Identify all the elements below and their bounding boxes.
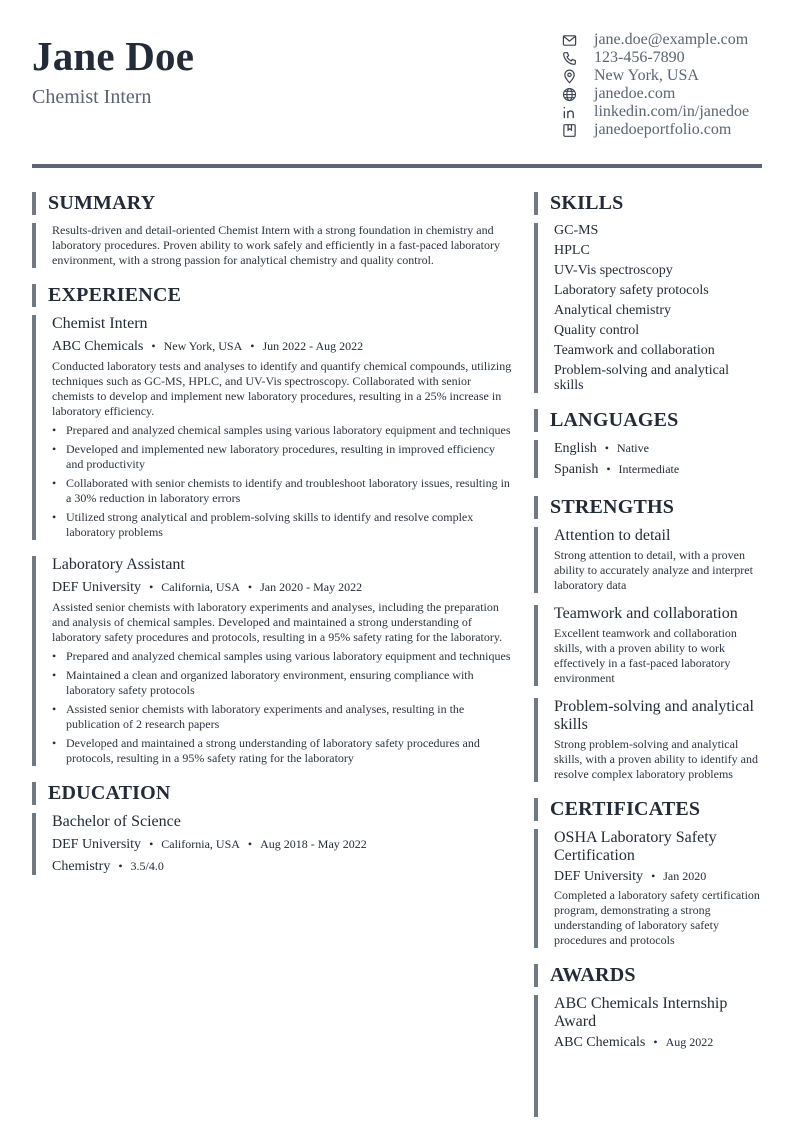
contact-location-text: New York, USA [594, 67, 699, 84]
resume-header [32, 30, 762, 140]
phone-icon [562, 49, 594, 67]
separator: • [247, 837, 253, 851]
field-of-study: Chemistry [52, 859, 111, 874]
section-heading-education: EDUCATION [32, 782, 512, 805]
language-name: Spanish [554, 462, 599, 477]
job-description: Assisted senior chemists with laboratory experiments and analyses, including the preparation and analysis of chemical samples. Developed and maintained a strong understanding of laboratory safety procedures and protocols, resulting in a 95% safety rating for the laboratory. [52, 600, 503, 644]
separator: • [118, 859, 123, 873]
certificates-section [534, 798, 762, 948]
awards-section [534, 964, 762, 1117]
certificate-title: OSHA Laboratory Safety Certification [554, 829, 717, 864]
award-issuer: ABC Chemicals [554, 1035, 646, 1050]
strength-title: Teamwork and collaboration [554, 605, 738, 622]
strength-item [534, 527, 762, 593]
award-meta [554, 1034, 762, 1051]
job-title: Chemist Intern [52, 315, 148, 332]
separator: • [651, 869, 656, 883]
strength-item [534, 698, 762, 782]
candidate-name: Jane Doe [32, 33, 195, 79]
separator: • [250, 339, 255, 353]
job-bullets [52, 423, 512, 540]
strength-description: Strong attention to detail, with a proven ability to accurately analyze and interpret laboratory data [554, 548, 753, 592]
strength-title: Problem-solving and analytical skills [554, 698, 754, 733]
job-org: ABC Chemicals [52, 339, 144, 354]
list-item: • Collaborated with senior chemists to identify and troubleshoot laboratory issues, resulting in a 30% reduction in laboratory errors [52, 476, 512, 506]
experience-item [32, 315, 512, 540]
skill-item: Problem-solving and analytical skills [554, 363, 729, 393]
list-item: • Prepared and analyzed chemical samples using various laboratory equipment and techniques [52, 649, 512, 664]
envelope-icon [562, 31, 594, 49]
language-item [554, 440, 762, 457]
job-location: New York, USA [163, 339, 243, 353]
section-heading-summary: SUMMARY [32, 192, 512, 215]
skill-item: Teamwork and collaboration [554, 343, 715, 358]
job-dates: Jan 2020 - May 2022 [260, 580, 363, 594]
globe-icon [562, 85, 594, 103]
location-pin-icon [562, 67, 594, 85]
section-heading-certificates: CERTIFICATES [534, 798, 762, 821]
contact-phone[interactable] [562, 49, 762, 67]
contact-phone-text: 123-456-7890 [594, 49, 685, 66]
strength-description: Excellent teamwork and collaboration skills, with a proven ability to work effectively in a fast-paced laboratory environment [554, 626, 737, 685]
job-location: California, USA [161, 580, 240, 594]
certificate-meta [554, 868, 762, 885]
skill-item: HPLC [554, 243, 590, 258]
education-section [32, 782, 512, 875]
certificate-date: Jan 2020 [663, 869, 707, 883]
school-location: California, USA [161, 837, 240, 851]
contact-website[interactable] [562, 85, 762, 103]
separator: • [149, 837, 154, 851]
experience-item [32, 556, 512, 766]
contact-email[interactable] [562, 31, 762, 49]
skills-section [534, 192, 762, 393]
education-field [52, 858, 512, 875]
language-level: Intermediate [618, 462, 680, 476]
skill-item: Quality control [554, 323, 640, 338]
skill-item: UV-Vis spectroscopy [554, 263, 673, 278]
job-meta [52, 338, 512, 355]
education-meta [52, 836, 512, 853]
list-item: • Developed and maintained a strong understanding of laboratory safety procedures and protocols, resulting in a 95% safety rating for the laboratory [52, 736, 512, 766]
summary-section [32, 192, 512, 268]
section-heading-skills: SKILLS [534, 192, 762, 215]
degree-title: Bachelor of Science [52, 813, 181, 830]
award-title: ABC Chemicals Internship Award [554, 995, 728, 1030]
skill-item: GC-MS [554, 223, 599, 238]
skill-item: Laboratory safety protocols [554, 283, 709, 298]
header-divider [32, 164, 762, 168]
job-description: Conducted laboratory tests and analyses to identify and quantify chemical compounds, utilizing techniques such as GC-MS, HPLC, and UV-Vis spectroscopy. Collaborated with senior chemists to develop and implement new laboratory procedures, resulting in a 25% increase in laboratory efficiency. [52, 359, 512, 418]
strengths-section [534, 496, 762, 782]
job-meta [52, 579, 512, 596]
school-name: DEF University [52, 837, 142, 852]
list-item: • Utilized strong analytical and problem-solving skills to identify and resolve complex laboratory problems [52, 510, 512, 540]
separator: • [151, 339, 156, 353]
candidate-title: Chemist Intern [32, 86, 152, 108]
list-item: • Assisted senior chemists with laboratory experiments and analyses, resulting in the publication of 2 research papers [52, 702, 512, 732]
separator: • [653, 1035, 658, 1049]
job-org: DEF University [52, 580, 142, 595]
strength-title: Attention to detail [554, 527, 671, 544]
portfolio-icon [562, 121, 594, 139]
contact-website-text: janedoe.com [594, 85, 676, 102]
list-item: • Maintained a clean and organized laboratory environment, ensuring compliance with laboratory safety protocols [52, 668, 512, 698]
sidebar-column [534, 192, 762, 1117]
job-dates: Jun 2022 - Aug 2022 [262, 339, 364, 353]
section-heading-strengths: STRENGTHS [534, 496, 762, 519]
job-bullets [52, 649, 512, 766]
list-item: • Developed and implemented new laboratory procedures, resulting in improved efficiency and productivity [52, 442, 512, 472]
experience-section [32, 284, 512, 766]
languages-section [534, 409, 762, 478]
list-item: • Prepared and analyzed chemical samples using various laboratory equipment and techniques [52, 423, 512, 438]
skill-item: Analytical chemistry [554, 303, 672, 318]
separator: • [247, 580, 253, 594]
language-level: Native [616, 441, 649, 455]
linkedin-icon [562, 103, 594, 121]
contact-list [562, 31, 762, 139]
contact-portfolio-text: janedoeportfolio.com [594, 121, 732, 138]
contact-location [562, 67, 762, 85]
language-item [554, 461, 762, 478]
main-column [32, 192, 512, 875]
language-name: English [554, 441, 597, 456]
summary-text: Results-driven and detail-oriented Chemist Intern with a strong foundation in chemistry and laboratory procedures. Proven ability to work safely and efficiently in a fast-paced laboratory environment, with a strong passion for analytical chemistry and quality control. [52, 223, 500, 267]
job-title: Laboratory Assistant [52, 556, 185, 573]
certificate-issuer: DEF University [554, 869, 644, 884]
contact-email-text: jane.doe@example.com [594, 31, 749, 48]
gpa: 3.5/4.0 [130, 859, 164, 873]
separator: • [149, 580, 154, 594]
separator: • [604, 441, 609, 455]
section-heading-languages: LANGUAGES [534, 409, 762, 432]
education-dates: Aug 2018 - May 2022 [260, 837, 367, 851]
strength-description: Strong problem-solving and analytical skills, with a proven ability to identify and resolve complex laboratory problems [554, 737, 758, 781]
separator: • [606, 462, 611, 476]
certificate-description: Completed a laboratory safety certification program, demonstrating a strong understanding of laboratory safety procedures and protocols [554, 888, 760, 947]
contact-linkedin[interactable] [562, 103, 762, 121]
section-heading-awards: AWARDS [534, 964, 762, 987]
contact-linkedin-text: linkedin.com/in/janedoe [594, 103, 750, 120]
contact-portfolio[interactable] [562, 121, 762, 139]
section-heading-experience: EXPERIENCE [32, 284, 512, 307]
award-date: Aug 2022 [665, 1035, 714, 1049]
strength-item [534, 605, 762, 686]
